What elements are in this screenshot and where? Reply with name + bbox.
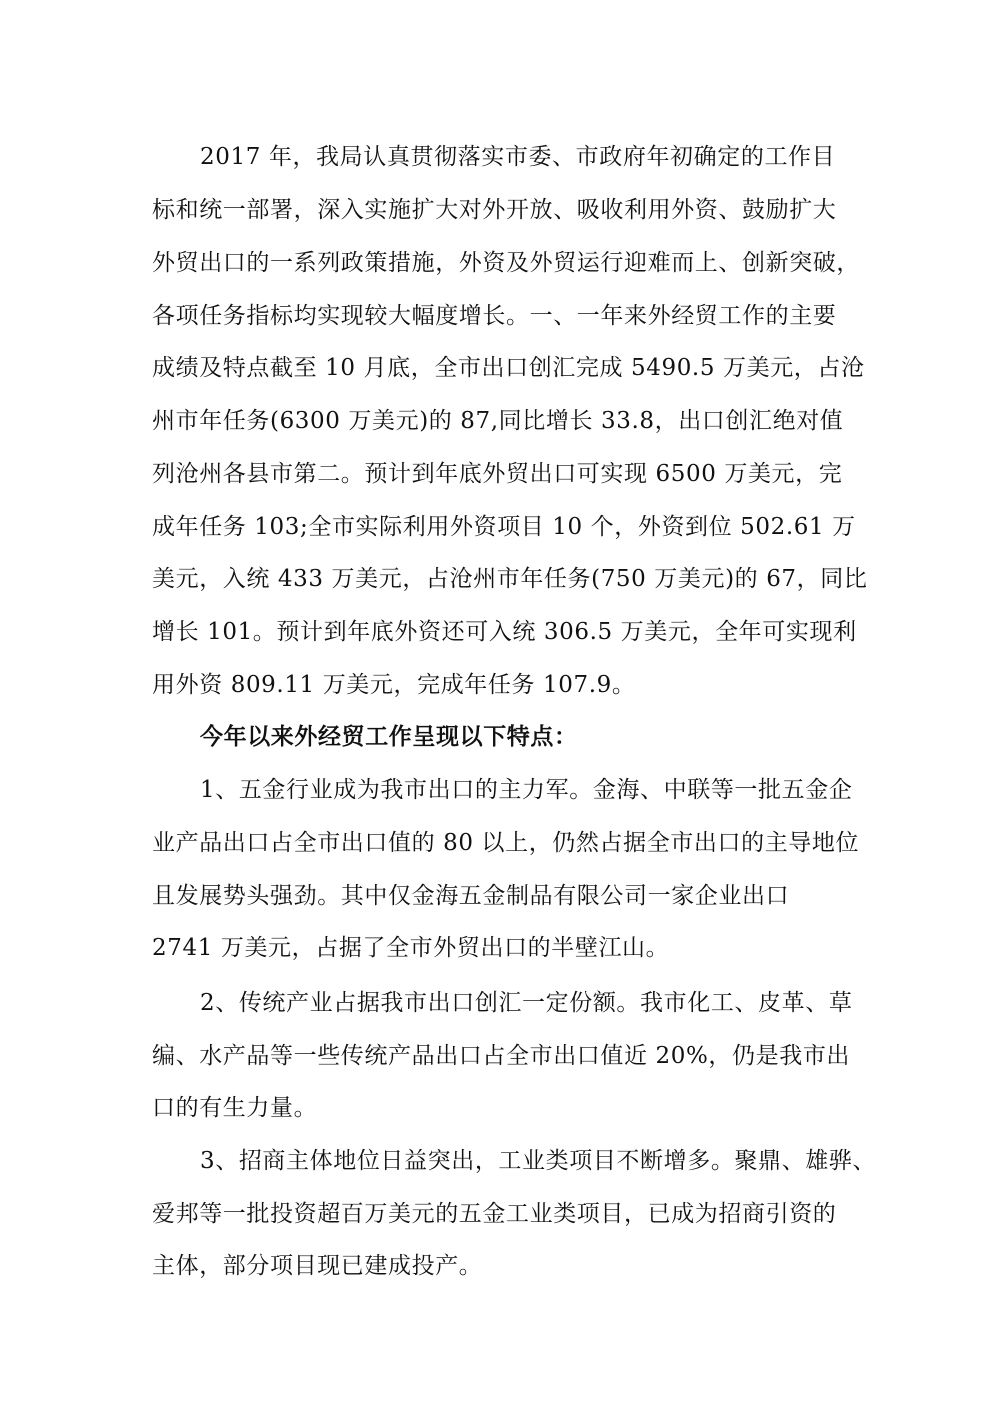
- text-line: 增长 101。预计到年底外资还可入统 306.5 万美元，全年可实现利: [152, 619, 857, 645]
- text-line: 成绩及特点截至 10 月底，全市出口创汇完成 5490.5 万美元，占沧: [152, 355, 865, 381]
- text-line: 外贸出口的一系列政策措施，外资及外贸运行迎难而上、创新突破，: [152, 250, 860, 276]
- text-line: 美元，入统 433 万美元，占沧州市年任务(750 万美元)的 67，同比: [152, 566, 868, 592]
- text-line: 列沧州各县市第二。预计到年底外贸出口可实现 6500 万美元，完: [152, 461, 843, 487]
- text-line: 2017 年，我局认真贯彻落实市委、市政府年初确定的工作目: [200, 144, 836, 170]
- text-line: 口的有生力量。: [152, 1095, 318, 1121]
- text-line: 标和统一部署，深入实施扩大对外开放、吸收利用外资、鼓励扩大: [152, 197, 837, 223]
- text-line: 业产品出口占全市出口值的 80 以上，仍然占据全市出口的主导地位: [152, 830, 860, 856]
- text-line: 成年任务 103;全市实际利用外资项目 10 个，外资到位 502.61 万: [152, 514, 856, 540]
- text-line: 爱邦等一批投资超百万美元的五金工业类项目，已成为招商引资的: [152, 1201, 837, 1227]
- heading-text: 今年以来外经贸工作呈现以下特点：: [200, 724, 578, 750]
- text-line: 州市年任务(6300 万美元)的 87,同比增长 33.8，出口创汇绝对值: [152, 408, 844, 434]
- text-line: 各项任务指标均实现较大幅度增长。一、一年来外经贸工作的主要: [152, 303, 837, 329]
- text-line: 编、水产品等一些传统产品出口占全市出口值近 20%，仍是我市出: [152, 1043, 851, 1069]
- text-line: 且发展势头强劲。其中仅金海五金制品有限公司一家企业出口: [152, 883, 790, 909]
- text-line: 3、招商主体地位日益突出，工业类项目不断增多。聚鼎、雄骅、: [200, 1148, 877, 1174]
- text-line: 用外资 809.11 万美元，完成年任务 107.9。: [152, 672, 636, 698]
- text-line: 2、传统产业占据我市出口创汇一定份额。我市化工、皮革、草: [200, 990, 853, 1016]
- text-line: 1、五金行业成为我市出口的主力军。金海、中联等一批五金企: [200, 777, 853, 803]
- text-line: 2741 万美元，占据了全市外贸出口的半壁江山。: [152, 935, 670, 961]
- text-line: 主体，部分项目现已建成投产。: [152, 1253, 483, 1279]
